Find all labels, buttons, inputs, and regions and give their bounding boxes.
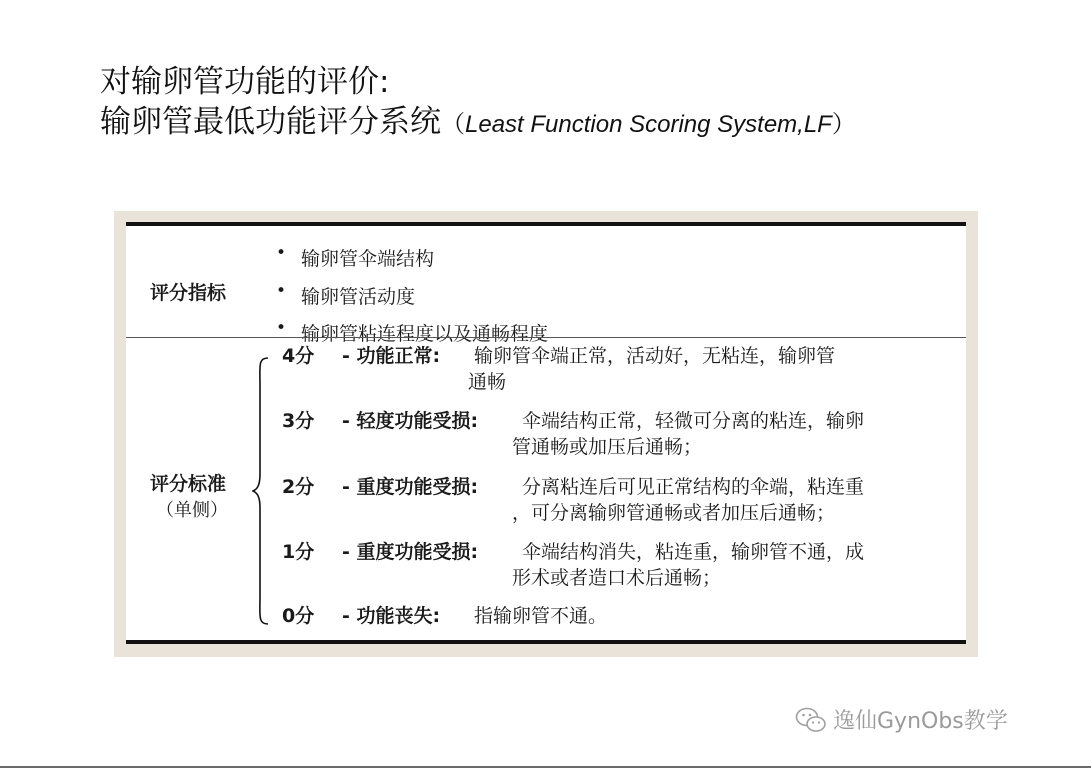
score-description: 分离粘连后可见正常结构的伞端，粘连重 xyxy=(522,476,865,498)
score-name: - 功能正常: xyxy=(342,345,441,367)
bullet-icon: • xyxy=(276,281,287,301)
wechat-icon xyxy=(795,706,827,734)
score-value: 0分 xyxy=(282,605,315,627)
score-description-cont: ，可分离输卵管通畅或者加压后通畅； xyxy=(512,502,836,524)
indicator-text: 输卵管粘连程度以及通畅程度 xyxy=(301,323,549,345)
score-description: 伞端结构正常，轻微可分离的粘连，输卵 xyxy=(522,410,865,432)
curly-brace-icon xyxy=(252,356,270,626)
title-line-2-main: 输卵管最低功能评分系统 xyxy=(100,104,441,140)
score-description-cont: 形术或者造口术后通畅； xyxy=(512,567,722,589)
title-line-2 xyxy=(100,102,856,145)
criteria-sublabel: （单侧） xyxy=(156,500,228,521)
scoring-table xyxy=(126,222,966,644)
page-title xyxy=(100,62,856,145)
score-name: - 重度功能受损: xyxy=(342,476,479,498)
score-description: 输卵管伞端正常，活动好，无粘连，输卵管 xyxy=(474,345,836,367)
bullet-icon: • xyxy=(276,318,287,338)
section-divider xyxy=(126,337,966,338)
title-paren-open: （ xyxy=(441,110,465,138)
title-paren-close: ） xyxy=(831,110,856,138)
score-name: - 重度功能受损: xyxy=(342,541,479,563)
score-name: - 轻度功能受损: xyxy=(342,410,479,432)
score-description: 伞端结构消失，粘连重，输卵管不通，成 xyxy=(522,541,865,563)
footer-rule xyxy=(0,766,1091,768)
indicator-text: 输卵管伞端结构 xyxy=(301,248,435,270)
score-name: - 功能丧失: xyxy=(342,605,441,627)
score-value: 2分 xyxy=(282,476,315,498)
criteria-label: 评分标准 xyxy=(150,473,227,495)
score-description-cont: 管通畅或加压后通畅； xyxy=(512,436,703,458)
watermark-text: 逸仙GynObs教学 xyxy=(833,709,1008,734)
watermark xyxy=(795,704,1008,735)
indicators-label: 评分指标 xyxy=(150,282,227,304)
title-line-1: 对输卵管功能的评价: xyxy=(100,64,390,100)
bullet-icon: • xyxy=(276,243,287,263)
score-value: 3分 xyxy=(282,410,315,432)
score-description: 指输卵管不通。 xyxy=(474,605,608,627)
score-description-cont: 通畅 xyxy=(468,371,507,393)
title-line-2-english: Least Function Scoring System,LF xyxy=(465,111,832,138)
score-value: 1分 xyxy=(282,541,315,563)
indicator-text: 输卵管活动度 xyxy=(301,286,416,308)
scoring-table-panel xyxy=(114,211,978,657)
score-value: 4分 xyxy=(282,345,315,367)
